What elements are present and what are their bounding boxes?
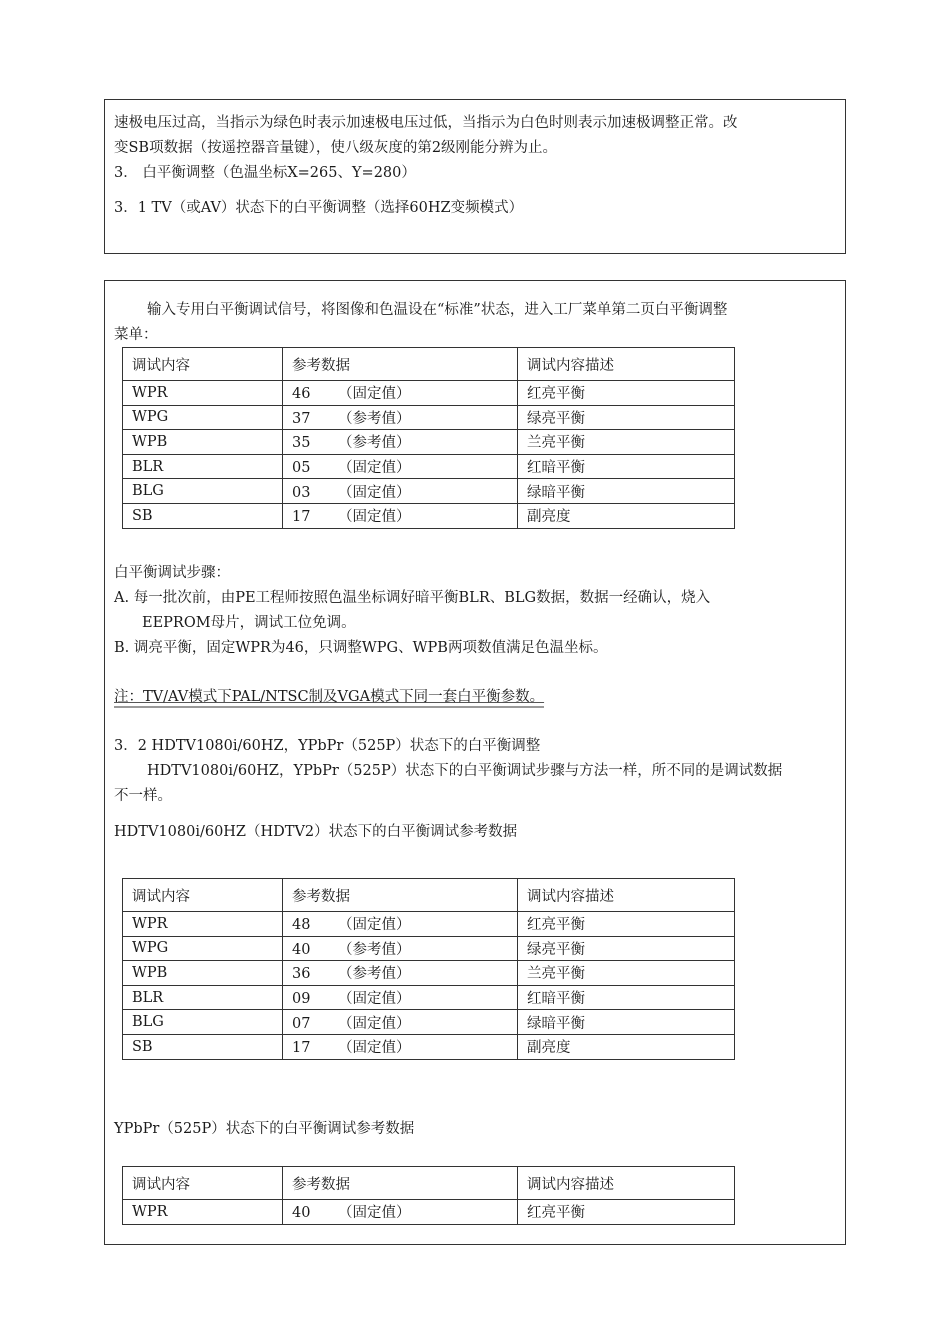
desc-cell: 兰亮平衡 — [518, 430, 735, 455]
value-type: （固定值） — [338, 484, 411, 501]
value-cell — [283, 479, 518, 504]
top-text-box — [104, 99, 846, 254]
table-caption: HDTV1080i/60HZ（HDTV2）状态下的白平衡调试参考数据 — [114, 824, 518, 840]
value-cell — [283, 912, 518, 937]
value: 37 — [292, 410, 311, 427]
desc-cell: 副亮度 — [518, 1034, 735, 1059]
header-cell: 调试内容描述 — [518, 348, 735, 381]
value-type: （固定值） — [338, 509, 411, 526]
subsection-heading: 3．2 HDTV1080i/60HZ，YPbPr（525P）状态下的白平衡调整 — [114, 738, 541, 754]
desc-cell: 绿暗平衡 — [518, 1010, 735, 1035]
value-cell — [283, 1034, 518, 1059]
table-row — [123, 503, 735, 528]
item-cell: WPB — [123, 961, 283, 986]
subsection-heading: 3．1 TV（或AV）状态下的白平衡调整（选择60HZ变频模式） — [114, 200, 524, 216]
white-balance-box — [104, 280, 846, 1245]
reference-table-hdtv — [122, 878, 735, 1060]
value-type: （参考值） — [338, 941, 411, 958]
table-row — [123, 454, 735, 479]
table-row — [123, 381, 735, 406]
value-type: （参考值） — [338, 966, 411, 983]
item-cell: SB — [123, 1034, 283, 1059]
value-type: （固定值） — [338, 1015, 411, 1032]
value-type: （固定值） — [338, 991, 411, 1008]
value-type: （参考值） — [338, 410, 411, 427]
steps-title: 白平衡调试步骤： — [114, 565, 230, 581]
value-type: （固定值） — [338, 460, 411, 477]
desc-cell: 绿暗平衡 — [518, 479, 735, 504]
item-cell: WPR — [123, 912, 283, 937]
paragraph-line: HDTV1080i/60HZ，YPbPr（525P）状态下的白平衡调试步骤与方法一样，所不同的是调试数据 — [147, 763, 783, 779]
section-heading: 3． 白平衡调整（色温坐标X=265、Y=280） — [114, 165, 416, 181]
reference-table-tv — [122, 347, 735, 529]
value-cell — [283, 503, 518, 528]
item-cell: WPG — [123, 405, 283, 430]
desc-cell: 绿亮平衡 — [518, 405, 735, 430]
step-a-continued: EEPROM母片，调试工位免调。 — [142, 615, 356, 631]
table-row — [123, 936, 735, 961]
value: 05 — [292, 460, 311, 477]
desc-cell: 兰亮平衡 — [518, 961, 735, 986]
value-cell — [283, 430, 518, 455]
item-cell: WPB — [123, 430, 283, 455]
item-cell: BLG — [123, 479, 283, 504]
value: 17 — [292, 509, 311, 526]
value: 17 — [292, 1040, 311, 1057]
desc-cell: 红亮平衡 — [518, 381, 735, 406]
header-cell: 参考数据 — [283, 879, 518, 912]
table-row — [123, 1200, 735, 1225]
value-type: （固定值） — [338, 386, 411, 403]
value: 36 — [292, 966, 311, 983]
reference-table-ypbpr — [122, 1166, 735, 1225]
note — [114, 686, 544, 708]
value-cell — [283, 405, 518, 430]
table-header-row — [123, 348, 735, 381]
table-row — [123, 405, 735, 430]
value-cell — [283, 1200, 518, 1225]
table-header-row — [123, 1167, 735, 1200]
intro-line: 输入专用白平衡调试信号，将图像和色温设在“标准”状态，进入工厂菜单第二页白平衡调整 — [147, 302, 728, 318]
desc-cell: 红亮平衡 — [518, 912, 735, 937]
value-type: （固定值） — [338, 1040, 411, 1057]
table-row — [123, 912, 735, 937]
desc-cell: 副亮度 — [518, 503, 735, 528]
intro-line: 菜单： — [114, 327, 158, 343]
table-header-row — [123, 879, 735, 912]
item-cell: WPR — [123, 1200, 283, 1225]
header-cell: 参考数据 — [283, 1167, 518, 1200]
value-type: （固定值） — [338, 917, 411, 934]
value-type: （固定值） — [338, 1205, 411, 1222]
table-row — [123, 985, 735, 1010]
desc-cell: 红亮平衡 — [518, 1200, 735, 1225]
value-cell — [283, 1010, 518, 1035]
value: 03 — [292, 484, 311, 501]
value-cell — [283, 454, 518, 479]
table-row — [123, 1034, 735, 1059]
table-caption: YPbPr（525P）状态下的白平衡调试参考数据 — [114, 1121, 415, 1137]
paragraph-line: 变SB项数据（按遥控器音量键），使八级灰度的第2级刚能分辨为止。 — [114, 140, 558, 156]
item-cell: BLR — [123, 454, 283, 479]
paragraph-line: 不一样。 — [114, 788, 172, 804]
note-text: 注：TV/AV模式下PAL/NTSC制及VGA模式下同一套白平衡参数。 — [114, 689, 544, 708]
table-row — [123, 961, 735, 986]
header-cell: 调试内容 — [123, 1167, 283, 1200]
header-cell: 调试内容 — [123, 879, 283, 912]
header-cell: 参考数据 — [283, 348, 518, 381]
step-b: B. 调亮平衡，固定WPR为46，只调整WPG、WPB两项数值满足色温坐标。 — [114, 640, 608, 656]
value-cell — [283, 985, 518, 1010]
desc-cell: 红暗平衡 — [518, 454, 735, 479]
step-a: A. 每一批次前，由PE工程师按照色温坐标调好暗平衡BLR、BLG数据，数据一经确认，烧入 — [114, 590, 711, 606]
header-cell: 调试内容描述 — [518, 879, 735, 912]
value: 07 — [292, 1015, 311, 1032]
value: 40 — [292, 1205, 311, 1222]
table-row — [123, 430, 735, 455]
value-cell — [283, 961, 518, 986]
desc-cell: 绿亮平衡 — [518, 936, 735, 961]
header-cell: 调试内容描述 — [518, 1167, 735, 1200]
value-cell — [283, 381, 518, 406]
item-cell: WPR — [123, 381, 283, 406]
header-cell: 调试内容 — [123, 348, 283, 381]
value-type: （参考值） — [338, 435, 411, 452]
desc-cell: 红暗平衡 — [518, 985, 735, 1010]
item-cell: SB — [123, 503, 283, 528]
item-cell: BLG — [123, 1010, 283, 1035]
value: 48 — [292, 917, 311, 934]
value: 40 — [292, 941, 311, 958]
value: 46 — [292, 386, 311, 403]
table-row — [123, 1010, 735, 1035]
item-cell: BLR — [123, 985, 283, 1010]
item-cell: WPG — [123, 936, 283, 961]
table-row — [123, 479, 735, 504]
value-cell — [283, 936, 518, 961]
value: 09 — [292, 991, 311, 1008]
value: 35 — [292, 435, 311, 452]
paragraph-line: 速极电压过高，当指示为绿色时表示加速极电压过低，当指示为白色时则表示加速极调整正常。改 — [114, 115, 738, 131]
